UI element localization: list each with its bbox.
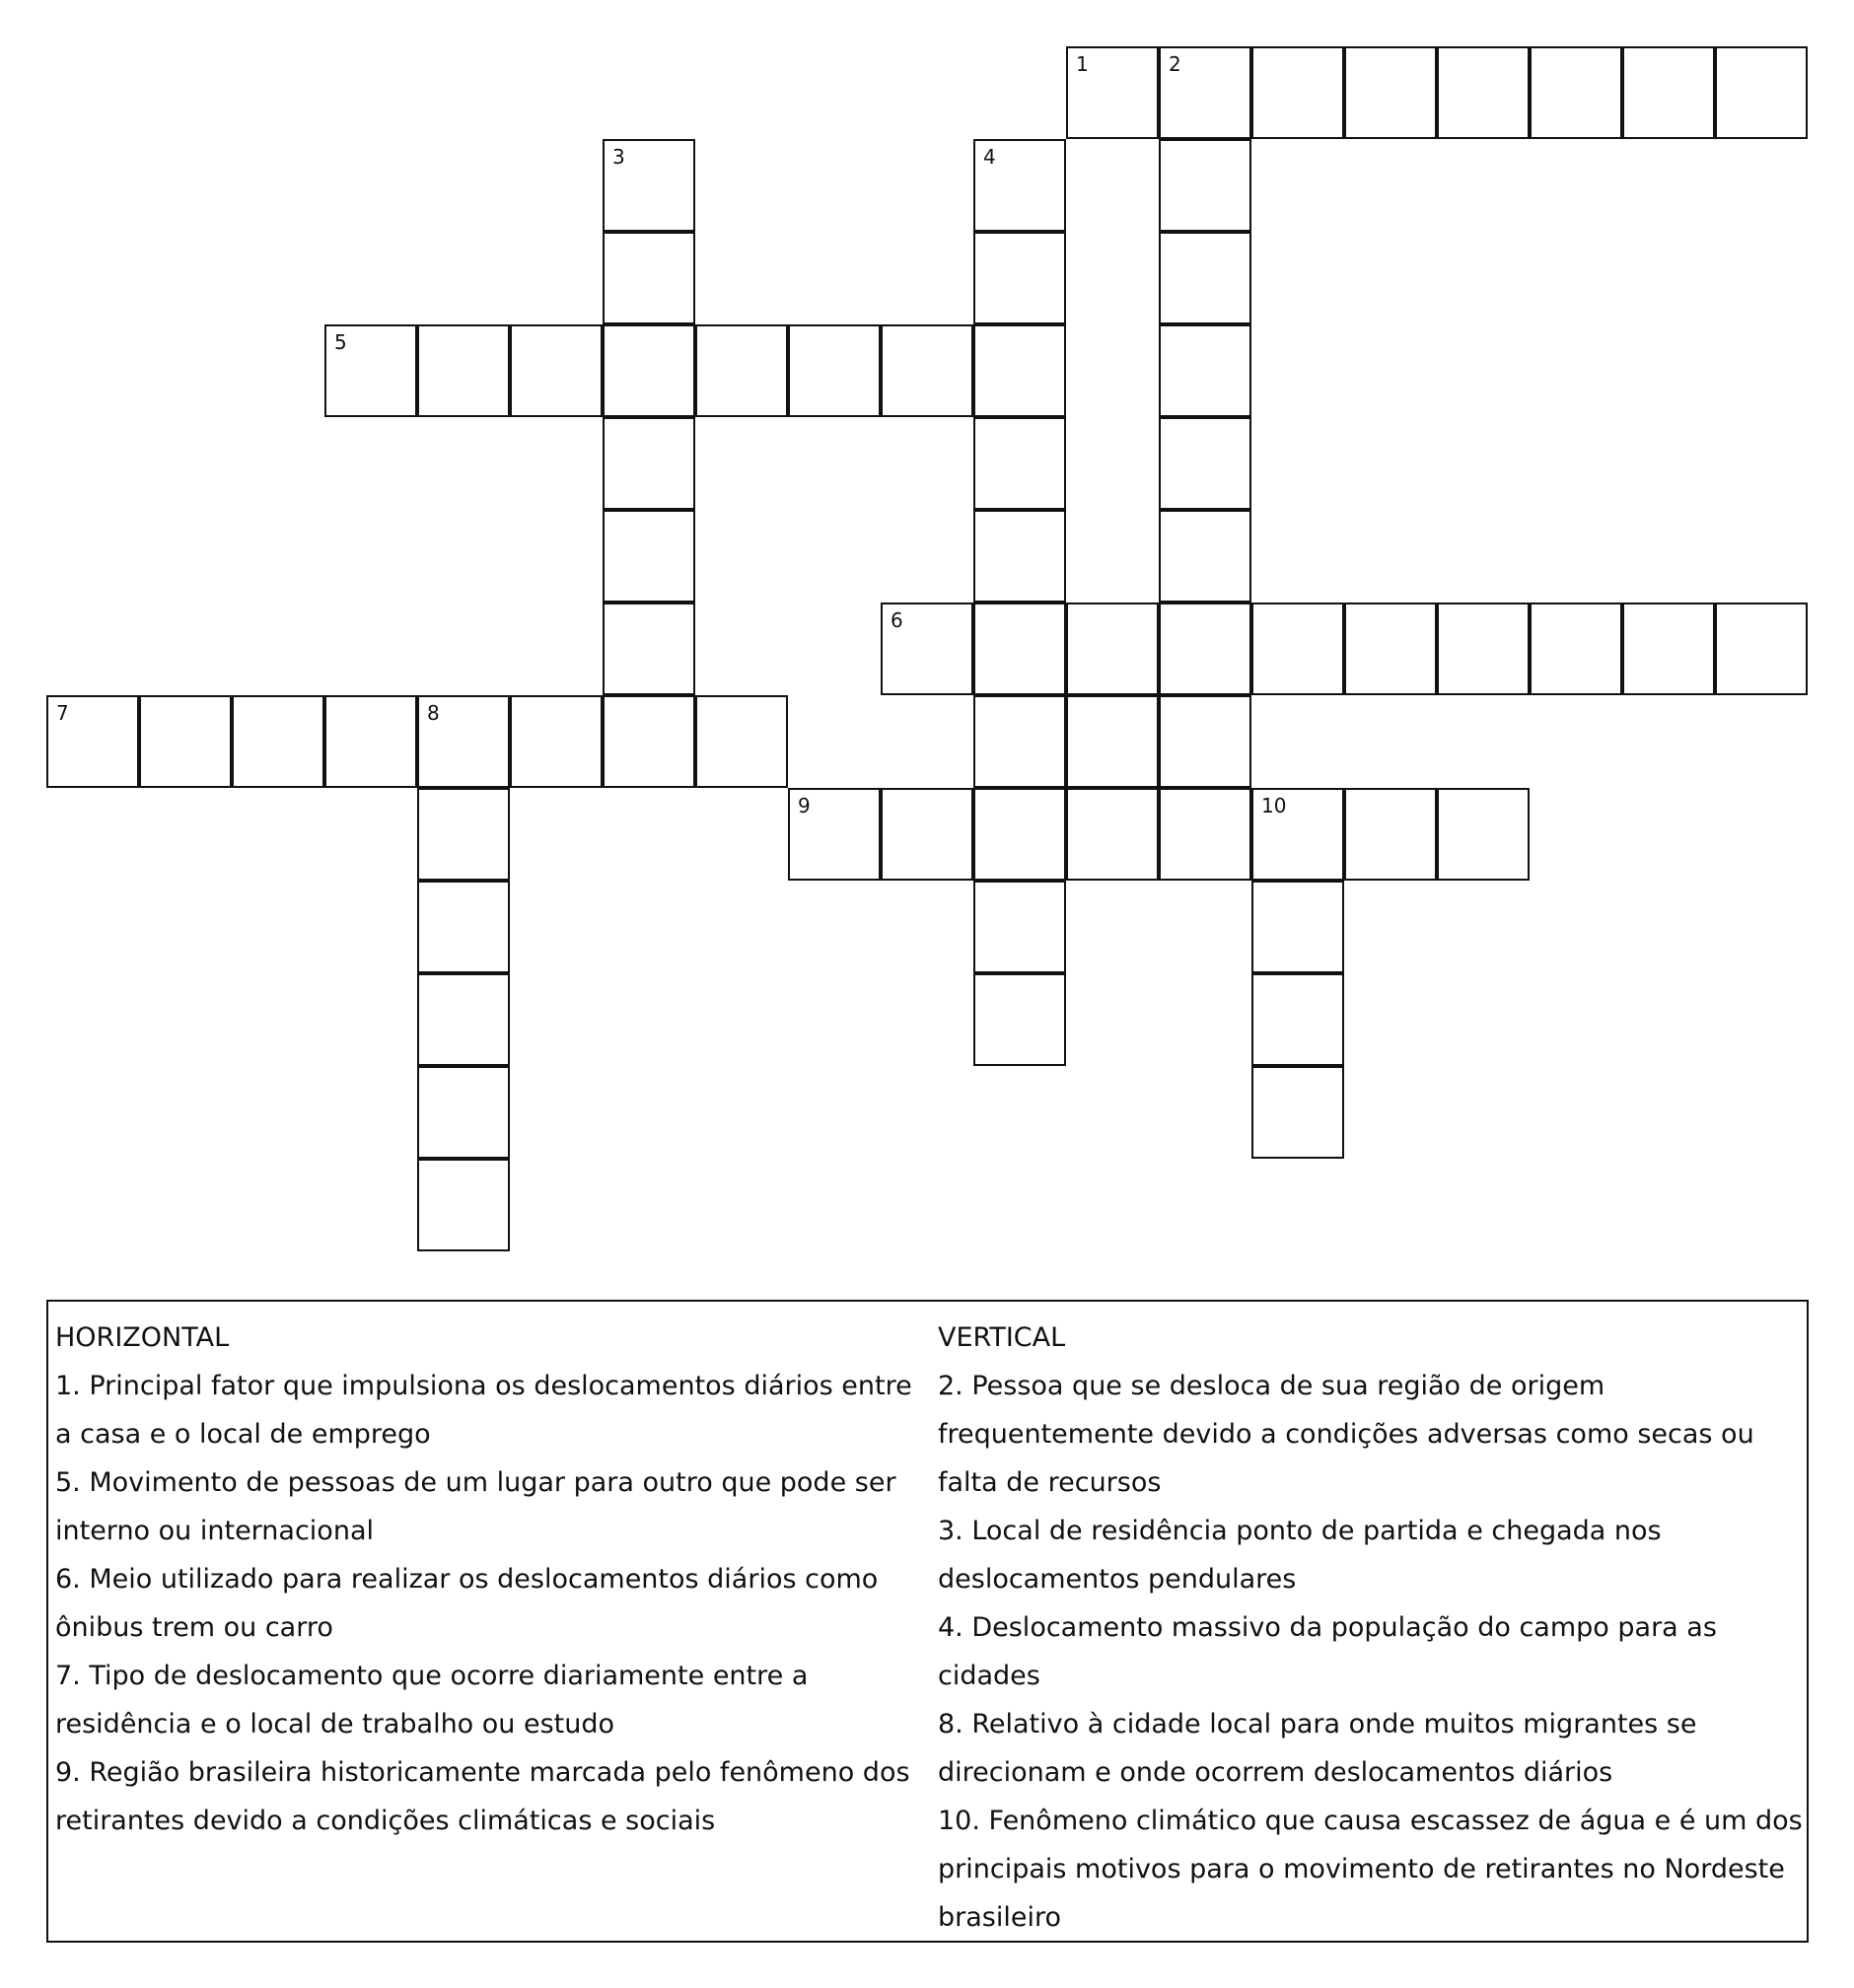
grid-cell[interactable]	[1715, 603, 1808, 695]
grid-cell[interactable]	[1159, 46, 1251, 139]
grid-cell[interactable]	[417, 973, 510, 1066]
grid-cell[interactable]	[973, 603, 1066, 695]
clue-vertical-3: 3. Local de residência ponto de partida e chegada nos deslocamentos pendulares	[938, 1516, 1662, 1595]
grid-cell[interactable]	[139, 695, 232, 788]
clue-vertical-8: 8. Relativo à cidade local para onde muitos migrantes se direcionam e onde ocorrem deslocamentos diários	[938, 1709, 1697, 1788]
grid-cell[interactable]	[881, 603, 973, 695]
grid-cell[interactable]	[1437, 46, 1530, 139]
grid-cell[interactable]	[1066, 695, 1159, 788]
grid-cell[interactable]	[417, 1159, 510, 1251]
clues-horizontal	[55, 1314, 933, 1845]
horizontal-heading: HORIZONTAL	[55, 1322, 230, 1353]
clue-horizontal-7: 7. Tipo de deslocamento que ocorre diariamente entre a residência e o local de trabalho ou estudo	[55, 1661, 809, 1740]
grid-cell[interactable]	[973, 881, 1066, 973]
clue-vertical-2: 2. Pessoa que se desloca de sua região de origem frequentemente devido a condições adversas como secas ou falta de recursos	[938, 1371, 1754, 1498]
grid-cell[interactable]	[973, 324, 1066, 417]
grid-cell[interactable]	[1437, 603, 1530, 695]
grid-cell[interactable]	[973, 788, 1066, 881]
grid-cell[interactable]	[1066, 603, 1159, 695]
grid-cell[interactable]	[1251, 603, 1344, 695]
vertical-heading: VERTICAL	[938, 1322, 1066, 1353]
grid-cell[interactable]	[881, 324, 973, 417]
clue-number: 6	[891, 608, 903, 632]
grid-cell[interactable]	[1159, 788, 1251, 881]
grid-cell[interactable]	[973, 232, 1066, 324]
clue-number: 10	[1261, 794, 1287, 817]
grid-cell[interactable]	[1344, 46, 1437, 139]
clue-number: 3	[612, 145, 625, 169]
grid-cell[interactable]	[510, 324, 603, 417]
grid-cell[interactable]	[1159, 324, 1251, 417]
grid-cell[interactable]	[881, 788, 973, 881]
grid-cell[interactable]	[695, 324, 788, 417]
grid-cell[interactable]	[1344, 603, 1437, 695]
grid-cell[interactable]	[417, 1066, 510, 1159]
clues-box	[46, 1300, 1809, 1943]
grid-cell[interactable]	[324, 695, 417, 788]
clue-number: 4	[983, 145, 996, 169]
grid-cell[interactable]	[1159, 139, 1251, 232]
clue-number: 2	[1169, 52, 1181, 76]
grid-cell[interactable]	[417, 324, 510, 417]
clue-vertical-4: 4. Deslocamento massivo da população do campo para as cidades	[938, 1612, 1717, 1691]
grid-cell[interactable]	[232, 695, 324, 788]
grid-cell[interactable]	[973, 139, 1066, 232]
grid-cell[interactable]	[603, 695, 695, 788]
grid-cell[interactable]	[603, 139, 695, 232]
grid-cell[interactable]	[1530, 603, 1622, 695]
clues-vertical	[938, 1314, 1806, 1942]
grid-cell[interactable]	[788, 788, 881, 881]
grid-cell[interactable]	[788, 324, 881, 417]
clue-horizontal-9: 9. Região brasileira historicamente marcada pelo fenômeno dos retirantes devido a condições climáticas e sociais	[55, 1757, 910, 1836]
grid-cell[interactable]	[603, 417, 695, 510]
grid-cell[interactable]	[1251, 973, 1344, 1066]
grid-cell[interactable]	[695, 695, 788, 788]
grid-cell[interactable]	[973, 417, 1066, 510]
grid-cell[interactable]	[510, 695, 603, 788]
grid-cell[interactable]	[1251, 1066, 1344, 1159]
grid-cell[interactable]	[1251, 788, 1344, 881]
grid-cell[interactable]	[973, 695, 1066, 788]
clue-horizontal-6: 6. Meio utilizado para realizar os deslocamentos diários como ônibus trem ou carro	[55, 1564, 879, 1643]
grid-cell[interactable]	[1530, 46, 1622, 139]
clue-number: 5	[334, 330, 347, 354]
grid-cell[interactable]	[1715, 46, 1808, 139]
clue-number: 1	[1076, 52, 1089, 76]
clue-horizontal-1: 1. Principal fator que impulsiona os deslocamentos diários entre a casa e o local de emprego	[55, 1371, 912, 1450]
grid-cell[interactable]	[46, 695, 139, 788]
grid-cell[interactable]	[324, 324, 417, 417]
grid-cell[interactable]	[603, 232, 695, 324]
clue-number: 8	[427, 701, 440, 725]
grid-cell[interactable]	[603, 324, 695, 417]
grid-cell[interactable]	[1622, 603, 1715, 695]
grid-cell[interactable]	[603, 603, 695, 695]
grid-cell[interactable]	[1622, 46, 1715, 139]
grid-cell[interactable]	[603, 510, 695, 603]
grid-cell[interactable]	[973, 973, 1066, 1066]
grid-cell[interactable]	[973, 510, 1066, 603]
grid-cell[interactable]	[1159, 510, 1251, 603]
clue-horizontal-5: 5. Movimento de pessoas de um lugar para outro que pode ser interno ou internacional	[55, 1467, 896, 1546]
grid-cell[interactable]	[1251, 881, 1344, 973]
grid-cell[interactable]	[1066, 788, 1159, 881]
grid-cell[interactable]	[1437, 788, 1530, 881]
grid-cell[interactable]	[1066, 46, 1159, 139]
grid-cell[interactable]	[1159, 603, 1251, 695]
clue-vertical-10: 10. Fenômeno climático que causa escassez de água e é um dos principais motivos para o movimento de retirantes no Nordeste brasileiro	[938, 1806, 1803, 1933]
grid-cell[interactable]	[1159, 417, 1251, 510]
grid-cell[interactable]	[417, 788, 510, 881]
grid-cell[interactable]	[417, 881, 510, 973]
grid-cell[interactable]	[417, 695, 510, 788]
grid-cell[interactable]	[1251, 46, 1344, 139]
grid-cell[interactable]	[1159, 695, 1251, 788]
grid-cell[interactable]	[1344, 788, 1437, 881]
grid-cell[interactable]	[1159, 232, 1251, 324]
clue-number: 9	[798, 794, 811, 817]
clue-number: 7	[56, 701, 69, 725]
